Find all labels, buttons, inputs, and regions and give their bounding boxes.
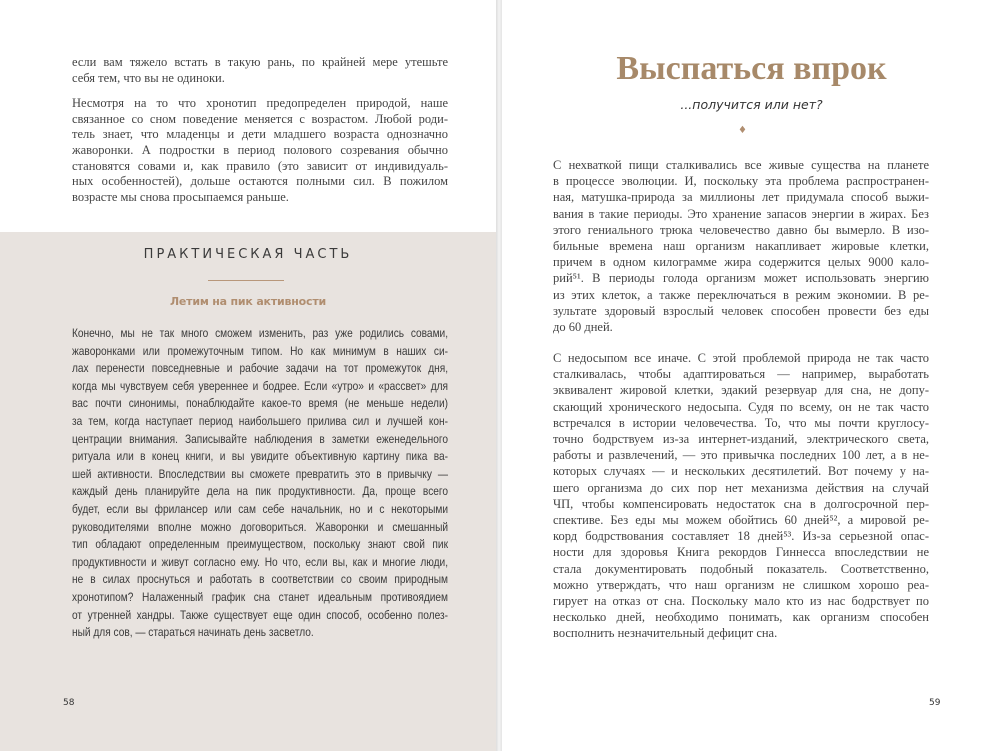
- text-line: ных особенностей), дольше остаются полными сил. В пожилом: [72, 174, 448, 189]
- text-line: работы и развлечений, — это привычка последних 100 лет, а в не-: [553, 448, 929, 463]
- right-page: [502, 0, 1001, 751]
- text-line: тип обладают определенным преимуществом, поскольку знают свой пик: [72, 537, 449, 552]
- text-line: рий⁵¹. В периоды голода организм может использовать энергию: [553, 271, 929, 286]
- text-line: С нехваткой пищи сталкивались все живые существа на планете: [553, 158, 929, 172]
- intro-text: [72, 55, 448, 205]
- left-page: [0, 0, 496, 751]
- text-line: продуктивности и живут согласно ему. Но что, если вы, как и многие люди,: [72, 554, 449, 569]
- text-line: которых случаях — и нескольких десятилетий. Вот почему у на-: [553, 464, 929, 479]
- text-line: восполнить незначительный дефицит сна.: [553, 626, 778, 641]
- text-line: вания в такие периоды. Это хранение запасов энергии в жирах. Без: [553, 206, 929, 221]
- text-line: встречался в истории человечества. То, что мы почти круглосу-: [553, 415, 929, 430]
- paragraph: [553, 157, 929, 335]
- paragraph: [72, 55, 448, 86]
- text-line: в процессе эволюции. И, поскольку эта проблема распространен-: [553, 174, 929, 189]
- text-line: из этих клеток, а также переключаться в режим экономии. В ре-: [553, 287, 929, 302]
- text-line: лах перенести повседневные и рабочие задачи на тот промежуток дня,: [72, 361, 449, 376]
- chapter-subtitle: ...получится или нет?: [680, 97, 823, 112]
- text-line: хронотипом? Налаженный график сна станет идеальным противоядием: [72, 589, 449, 604]
- text-line: причем в одном килограмме жира содержится целых 9000 кало-: [553, 255, 929, 270]
- text-line: Конечно, мы не так много сможем изменить, раз уже родились совами,: [72, 326, 449, 340]
- text-line: не в силах проснуться и работать в соответствии со своим природным: [72, 572, 449, 587]
- text-line: ЧП, чтобы компенсировать недостаток сна в долгосрочной пер-: [553, 496, 929, 511]
- text-line: жаворонки. А подростки в период полового созревания обычно: [72, 142, 448, 157]
- chapter-title: Выспаться впрок: [616, 50, 887, 87]
- text-line: шей активности. Впоследствии вы сможете превратить это в привычку —: [72, 466, 449, 481]
- text-line: этого гениального трюка человечество давно бы вымерло. В изо-: [553, 222, 929, 237]
- paragraph: [72, 96, 448, 205]
- text-line: стала документировать подобный показатель. Соответственно,: [553, 561, 929, 576]
- text-line: корд бодрствования составляет 18 дней⁵³. Из-за серьезной опас-: [553, 529, 929, 544]
- text-line: эквивалент жировой клетки, эдакий резервуар для сна, не допу-: [553, 383, 929, 398]
- divider: [208, 280, 284, 281]
- text-line: ный для сов, — стараться начинать день засветло.: [72, 625, 314, 640]
- text-line: жаворонками или промежуточным типом. Но как минимум в наших си-: [72, 343, 449, 358]
- text-line: шего организма до сих пор нет механизма действия на случай: [553, 480, 929, 495]
- text-line: связанное со сном поведение меняется с возрастом. Любой роди-: [72, 111, 448, 126]
- text-line: руководителями вполне можно договориться. Жаворонки и смешанный: [72, 519, 449, 534]
- text-line: спективе. Без еды мы можем обойтись 60 дней⁵², а мировой ре-: [553, 512, 929, 527]
- text-line: гирует на отказ от сна. Поскольку мало кто из нас бодрствует по: [553, 593, 929, 608]
- text-line: вас почти синонимы, понаблюдайте какое-то время (не меньше недели): [72, 396, 449, 411]
- text-line: бильные времена наш организм накапливает жировые клетки,: [553, 238, 929, 253]
- page-number: 59: [929, 698, 941, 708]
- text-line: Несмотря на то что хронотип предопределен природой, наше: [72, 96, 448, 111]
- text-line: можно утверждать, что наш организм не слишком хорошо реа-: [553, 577, 929, 592]
- text-line: скающий хронического недосыпа. Судя по всему, он не так часто: [553, 399, 929, 414]
- text-line: если вам тяжело встать в такую рань, по крайней мере утешьте: [72, 55, 448, 69]
- text-line: несколько дней, необходимо понимать, как организм способен: [553, 610, 929, 625]
- section-heading: ПРАКТИЧЕСКАЯ ЧАСТЬ: [143, 247, 353, 262]
- practical-text: [72, 325, 448, 642]
- text-line: центрации внимания. Записывайте наблюдения в заметки еженедельного: [72, 431, 449, 446]
- text-line: С недосыпом все иначе. С этой проблемой природа не так часто: [553, 351, 929, 366]
- text-line: каждый день планируйте дела на пик продуктивности. Да, проще всего: [72, 484, 449, 499]
- text-line: точно бодрствуем из-за интернет-изданий, электрического света,: [553, 432, 929, 446]
- practical-body: [72, 325, 448, 642]
- page-number: 58: [63, 698, 75, 708]
- text-line: от утренней хандры. Также существует еще один способ, особенно полез-: [72, 607, 449, 622]
- text-line: возрасте мы снова просыпаемся раньше.: [72, 189, 289, 204]
- text-line: ритуала или в конец книги, и вы увидите объективную картину пика ва-: [72, 449, 449, 464]
- text-line: тель знает, что младенцы и дети младшего возраста однозначно: [72, 127, 448, 142]
- text-line: себя тем, что вы не одиноки.: [72, 70, 225, 85]
- text-line: зультате здоровый взрослый человек способен провести без еды: [553, 303, 929, 318]
- text-line: будет, если вы фрилансер или сам себе начальник, но и с некоторыми: [72, 501, 449, 516]
- text-line: до 60 дней.: [553, 319, 613, 334]
- text-line: ности для здоровья Книга рекордов Гиннесса впоследствии не: [553, 545, 929, 560]
- paragraph: [553, 350, 929, 641]
- text-line: ная, матушка-природа за миллионы лет придумала способ выжи-: [553, 190, 929, 205]
- text-line: сталкивалась, чтобы адаптироваться — например, выработать: [553, 367, 929, 382]
- chapter-text: [553, 157, 929, 641]
- diamond-ornament-icon: ♦: [738, 125, 747, 136]
- text-line: когда мы чувствуем себя увереннее и бодрее. Если «утро» и «рассвет» для: [72, 378, 449, 393]
- text-line: за тем, когда наступает период наибольшего прилива сил и лучшей кон-: [72, 413, 449, 428]
- section-subheading: Летим на пик активности: [169, 295, 327, 308]
- text-line: становятся совами и, как правило (это зависит от индивидуаль-: [72, 158, 448, 173]
